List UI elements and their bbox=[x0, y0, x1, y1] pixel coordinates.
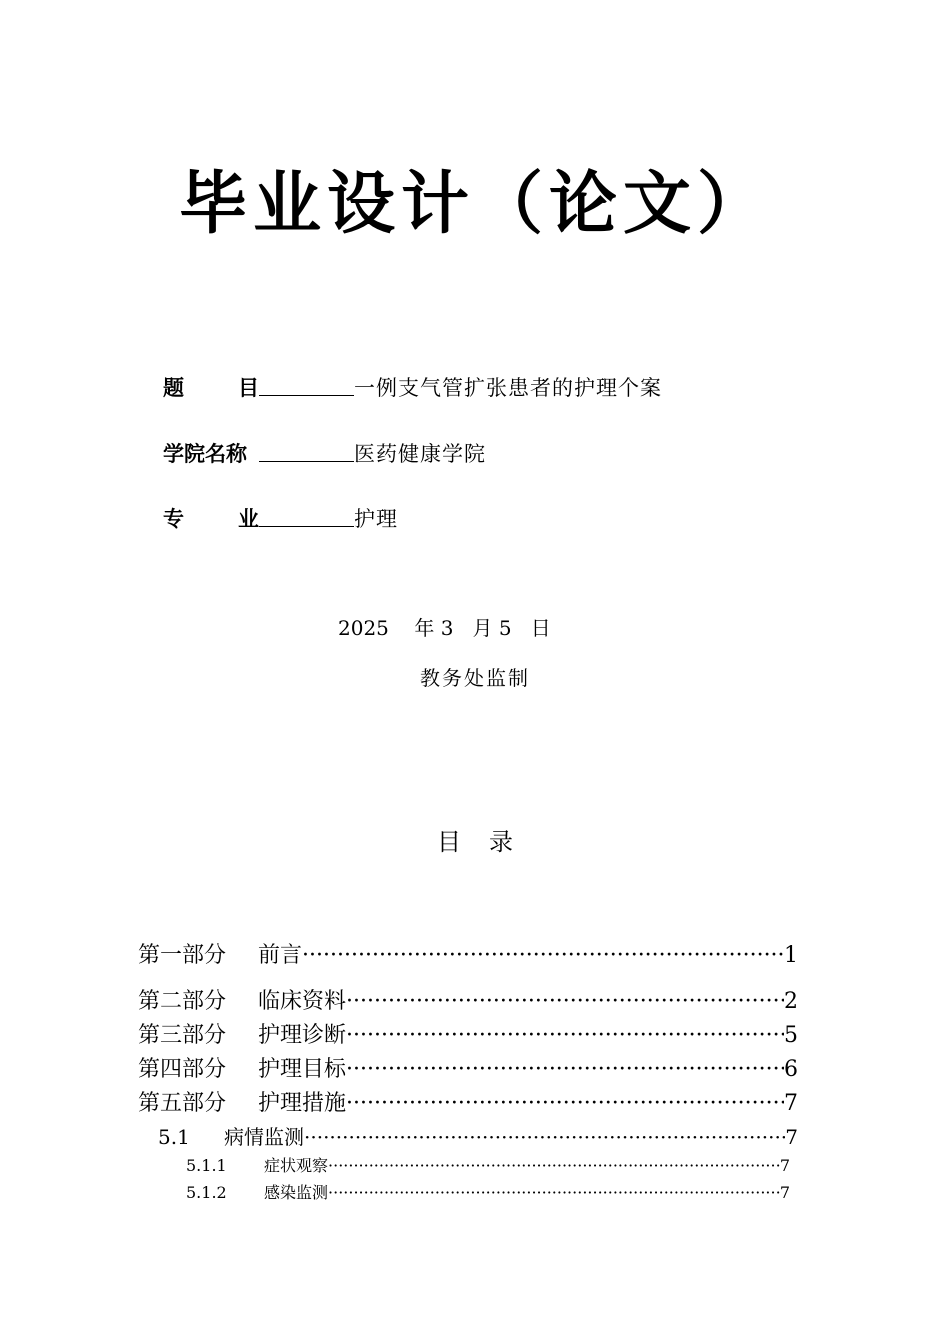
field-topic-label bbox=[163, 372, 259, 402]
date-month-unit: 月 bbox=[472, 616, 493, 640]
field-college-value: 医药健康学院 bbox=[354, 442, 486, 466]
toc-entry-number: 第二部分 bbox=[138, 989, 227, 1014]
toc-entry-title: 感染监测 bbox=[264, 1183, 329, 1202]
field-underline bbox=[259, 504, 354, 527]
toc-entry-page: 1 bbox=[784, 943, 798, 968]
field-major-value: 护理 bbox=[354, 507, 398, 531]
toc-entry[interactable] bbox=[158, 1121, 798, 1150]
toc-entry-page: 2 bbox=[784, 989, 798, 1014]
toc-entry-number: 第一部分 bbox=[138, 943, 227, 968]
toc-entry-title: 护理诊断 bbox=[258, 1023, 347, 1048]
toc-entry-number: 第四部分 bbox=[138, 1057, 227, 1082]
toc-entry-number: 5.1.2 bbox=[186, 1183, 227, 1202]
toc-entry-number: 第三部分 bbox=[138, 1023, 227, 1048]
date-year: 2025 bbox=[338, 616, 389, 640]
date-day-unit: 日 bbox=[530, 616, 551, 640]
field-college-label bbox=[163, 438, 259, 468]
toc-leader-dots bbox=[304, 1125, 785, 1149]
toc-entry[interactable] bbox=[186, 1180, 790, 1203]
date-year-unit: 年 bbox=[414, 616, 435, 640]
toc-heading-part: 目 bbox=[437, 828, 461, 856]
toc-leader-dots bbox=[346, 1023, 784, 1048]
toc-entry-title: 护理措施 bbox=[258, 1091, 347, 1116]
toc-leader-dots bbox=[346, 989, 784, 1014]
field-major-label bbox=[163, 503, 259, 533]
field-label-part: 目 bbox=[238, 376, 259, 400]
thesis-title: 毕业设计（论文） bbox=[178, 164, 771, 244]
toc-entry-number: 5.1 bbox=[158, 1125, 190, 1149]
toc-leader-dots bbox=[328, 1183, 780, 1202]
toc-entry[interactable] bbox=[138, 984, 798, 1015]
toc-entry[interactable] bbox=[138, 1052, 798, 1083]
field-topic-value: 一例支气管扩张患者的护理个案 bbox=[354, 376, 662, 400]
toc-entry-page: 7 bbox=[779, 1183, 790, 1202]
toc-entry-page: 5 bbox=[784, 1023, 798, 1048]
toc-entry[interactable] bbox=[138, 938, 798, 969]
toc-entry-page: 7 bbox=[779, 1156, 790, 1175]
toc-leader-dots bbox=[346, 1057, 784, 1082]
toc-entry-title: 症状观察 bbox=[264, 1156, 329, 1175]
toc-heading-part: 录 bbox=[489, 828, 513, 856]
toc-entry[interactable] bbox=[186, 1153, 790, 1176]
field-major bbox=[163, 501, 398, 533]
toc-entry-page: 7 bbox=[785, 1125, 798, 1149]
toc-entry[interactable] bbox=[138, 1018, 798, 1049]
toc-leader-dots bbox=[346, 1091, 784, 1116]
toc-leader-dots bbox=[328, 1156, 780, 1175]
field-underline bbox=[259, 439, 354, 462]
toc-entry-page: 6 bbox=[784, 1057, 798, 1082]
toc-entry-title: 护理目标 bbox=[258, 1057, 347, 1082]
field-label-part: 学院名称 bbox=[163, 442, 247, 466]
toc-entry-title: 前言 bbox=[258, 943, 303, 968]
toc-entry-title: 临床资料 bbox=[258, 989, 347, 1014]
field-underline bbox=[259, 373, 354, 396]
toc-entry-page: 7 bbox=[784, 1091, 798, 1116]
field-label-part: 题 bbox=[163, 376, 184, 400]
date-day: 5 bbox=[498, 616, 512, 640]
date-month: 3 bbox=[440, 616, 454, 640]
toc-leader-dots bbox=[302, 943, 784, 968]
submission-date bbox=[338, 612, 551, 641]
toc-entry-number: 第五部分 bbox=[138, 1091, 227, 1116]
toc-heading bbox=[0, 822, 950, 857]
toc-entry[interactable] bbox=[138, 1086, 798, 1117]
toc-entry-number: 5.1.1 bbox=[186, 1156, 227, 1175]
toc-entry-title: 病情监测 bbox=[224, 1125, 304, 1149]
office-label: 教务处监制 bbox=[420, 666, 530, 690]
field-label-part: 业 bbox=[238, 507, 259, 531]
field-college bbox=[163, 436, 486, 468]
field-topic bbox=[163, 370, 662, 402]
field-label-part: 专 bbox=[163, 507, 184, 531]
